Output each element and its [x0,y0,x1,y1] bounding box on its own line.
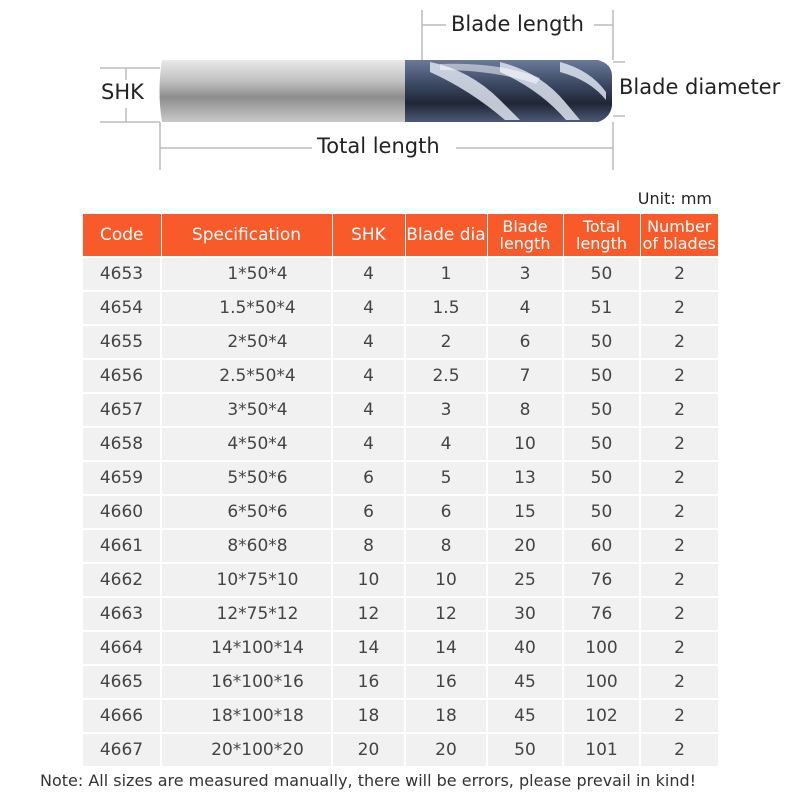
tool-diagram [0,0,800,180]
cell-specification: 12*75*12 [161,597,332,631]
unit-label: Unit: mm [637,189,712,208]
cell-code: 4661 [83,529,161,563]
cell-total-length: 50 [563,257,640,291]
cell-shk: 6 [332,495,405,529]
cell-total-length: 76 [563,563,640,597]
cell-shk: 4 [332,393,405,427]
table-row [83,325,718,359]
table-row [83,529,718,563]
cell-blade-dia: 14 [405,631,487,665]
cell-blade-dia: 4 [405,427,487,461]
cell-blade-length: 10 [487,427,563,461]
table-row [83,291,718,325]
cell-number-of-blades: 2 [640,291,718,325]
cell-specification: 5*50*6 [161,461,332,495]
cell-shk: 18 [332,699,405,733]
cell-blade-length: 15 [487,495,563,529]
cell-specification: 20*100*20 [161,733,332,766]
cell-number-of-blades: 2 [640,733,718,766]
header-number-of-blades: Number of blades [640,214,718,257]
cell-total-length: 76 [563,597,640,631]
cell-code: 4653 [83,257,161,291]
table-row [83,393,718,427]
cell-total-length: 60 [563,529,640,563]
cell-blade-dia: 8 [405,529,487,563]
table-row [83,427,718,461]
cell-total-length: 100 [563,665,640,699]
cell-total-length: 101 [563,733,640,766]
cell-number-of-blades: 2 [640,325,718,359]
table-row [83,631,718,665]
cell-code: 4660 [83,495,161,529]
cell-number-of-blades: 2 [640,699,718,733]
header-code: Code [83,214,161,257]
cell-code: 4659 [83,461,161,495]
blade-length-label: Blade length [451,12,584,36]
header-blade-dia: Blade dia [405,214,487,257]
cell-specification: 2*50*4 [161,325,332,359]
measurement-note: Note: All sizes are measured manually, there will be errors, please prevail in kind! [40,771,697,790]
table-row [83,597,718,631]
cell-specification: 2.5*50*4 [161,359,332,393]
cell-blade-length: 8 [487,393,563,427]
cell-total-length: 100 [563,631,640,665]
cell-blade-dia: 18 [405,699,487,733]
spec-table [83,214,718,766]
table-row [83,699,718,733]
header-blade-length: Blade length [487,214,563,257]
cell-total-length: 50 [563,461,640,495]
cell-total-length: 50 [563,359,640,393]
cell-number-of-blades: 2 [640,461,718,495]
cell-code: 4657 [83,393,161,427]
cell-total-length: 102 [563,699,640,733]
cell-code: 4664 [83,631,161,665]
cell-shk: 8 [332,529,405,563]
cell-specification: 8*60*8 [161,529,332,563]
cell-blade-dia: 16 [405,665,487,699]
table-row [83,733,718,766]
cell-blade-length: 4 [487,291,563,325]
cell-code: 4667 [83,733,161,766]
cell-shk: 12 [332,597,405,631]
cell-shk: 10 [332,563,405,597]
cell-shk: 20 [332,733,405,766]
cell-blade-dia: 2.5 [405,359,487,393]
cell-code: 4665 [83,665,161,699]
cell-total-length: 50 [563,393,640,427]
cell-blade-dia: 5 [405,461,487,495]
cell-code: 4663 [83,597,161,631]
cell-number-of-blades: 2 [640,597,718,631]
cell-number-of-blades: 2 [640,393,718,427]
cell-specification: 14*100*14 [161,631,332,665]
cell-blade-dia: 3 [405,393,487,427]
cell-blade-length: 30 [487,597,563,631]
cell-code: 4666 [83,699,161,733]
cell-shk: 4 [332,325,405,359]
table-row [83,359,718,393]
table-header-row [83,214,718,257]
cell-blade-length: 20 [487,529,563,563]
cell-blade-length: 3 [487,257,563,291]
cell-specification: 18*100*18 [161,699,332,733]
cell-specification: 1*50*4 [161,257,332,291]
cell-number-of-blades: 2 [640,257,718,291]
cell-shk: 16 [332,665,405,699]
cell-number-of-blades: 2 [640,665,718,699]
cell-blade-dia: 10 [405,563,487,597]
table-row [83,257,718,291]
cell-blade-length: 13 [487,461,563,495]
header-total-length: Total length [563,214,640,257]
cell-blade-dia: 1.5 [405,291,487,325]
cell-total-length: 50 [563,495,640,529]
table-row [83,665,718,699]
cell-blade-length: 25 [487,563,563,597]
cell-blade-length: 50 [487,733,563,766]
shank [160,60,408,122]
table-row [83,563,718,597]
cell-shk: 14 [332,631,405,665]
blade-diameter-label: Blade diameter [619,75,781,99]
shk-label: SHK [101,80,144,104]
cell-code: 4654 [83,291,161,325]
cell-number-of-blades: 2 [640,529,718,563]
cell-number-of-blades: 2 [640,563,718,597]
cell-code: 4662 [83,563,161,597]
cell-shk: 4 [332,291,405,325]
cell-code: 4655 [83,325,161,359]
cell-total-length: 51 [563,291,640,325]
cell-total-length: 50 [563,427,640,461]
cell-shk: 4 [332,359,405,393]
header-specification: Specification [161,214,332,257]
cell-blade-dia: 2 [405,325,487,359]
cell-blade-length: 6 [487,325,563,359]
table-row [83,461,718,495]
cell-number-of-blades: 2 [640,427,718,461]
cell-blade-dia: 6 [405,495,487,529]
cell-specification: 1.5*50*4 [161,291,332,325]
cell-specification: 6*50*6 [161,495,332,529]
cell-specification: 10*75*10 [161,563,332,597]
cell-code: 4656 [83,359,161,393]
header-shk: SHK [332,214,405,257]
cell-blade-length: 7 [487,359,563,393]
cell-number-of-blades: 2 [640,631,718,665]
cell-total-length: 50 [563,325,640,359]
cell-blade-dia: 1 [405,257,487,291]
cell-blade-dia: 12 [405,597,487,631]
cell-blade-length: 45 [487,699,563,733]
cell-specification: 3*50*4 [161,393,332,427]
cell-specification: 16*100*16 [161,665,332,699]
total-length-label: Total length [317,134,440,158]
cell-code: 4658 [83,427,161,461]
cell-number-of-blades: 2 [640,359,718,393]
cell-shk: 4 [332,427,405,461]
cell-blade-dia: 20 [405,733,487,766]
cell-specification: 4*50*4 [161,427,332,461]
cell-shk: 6 [332,461,405,495]
table-row [83,495,718,529]
cell-blade-length: 45 [487,665,563,699]
cell-number-of-blades: 2 [640,495,718,529]
cell-blade-length: 40 [487,631,563,665]
cell-shk: 4 [332,257,405,291]
